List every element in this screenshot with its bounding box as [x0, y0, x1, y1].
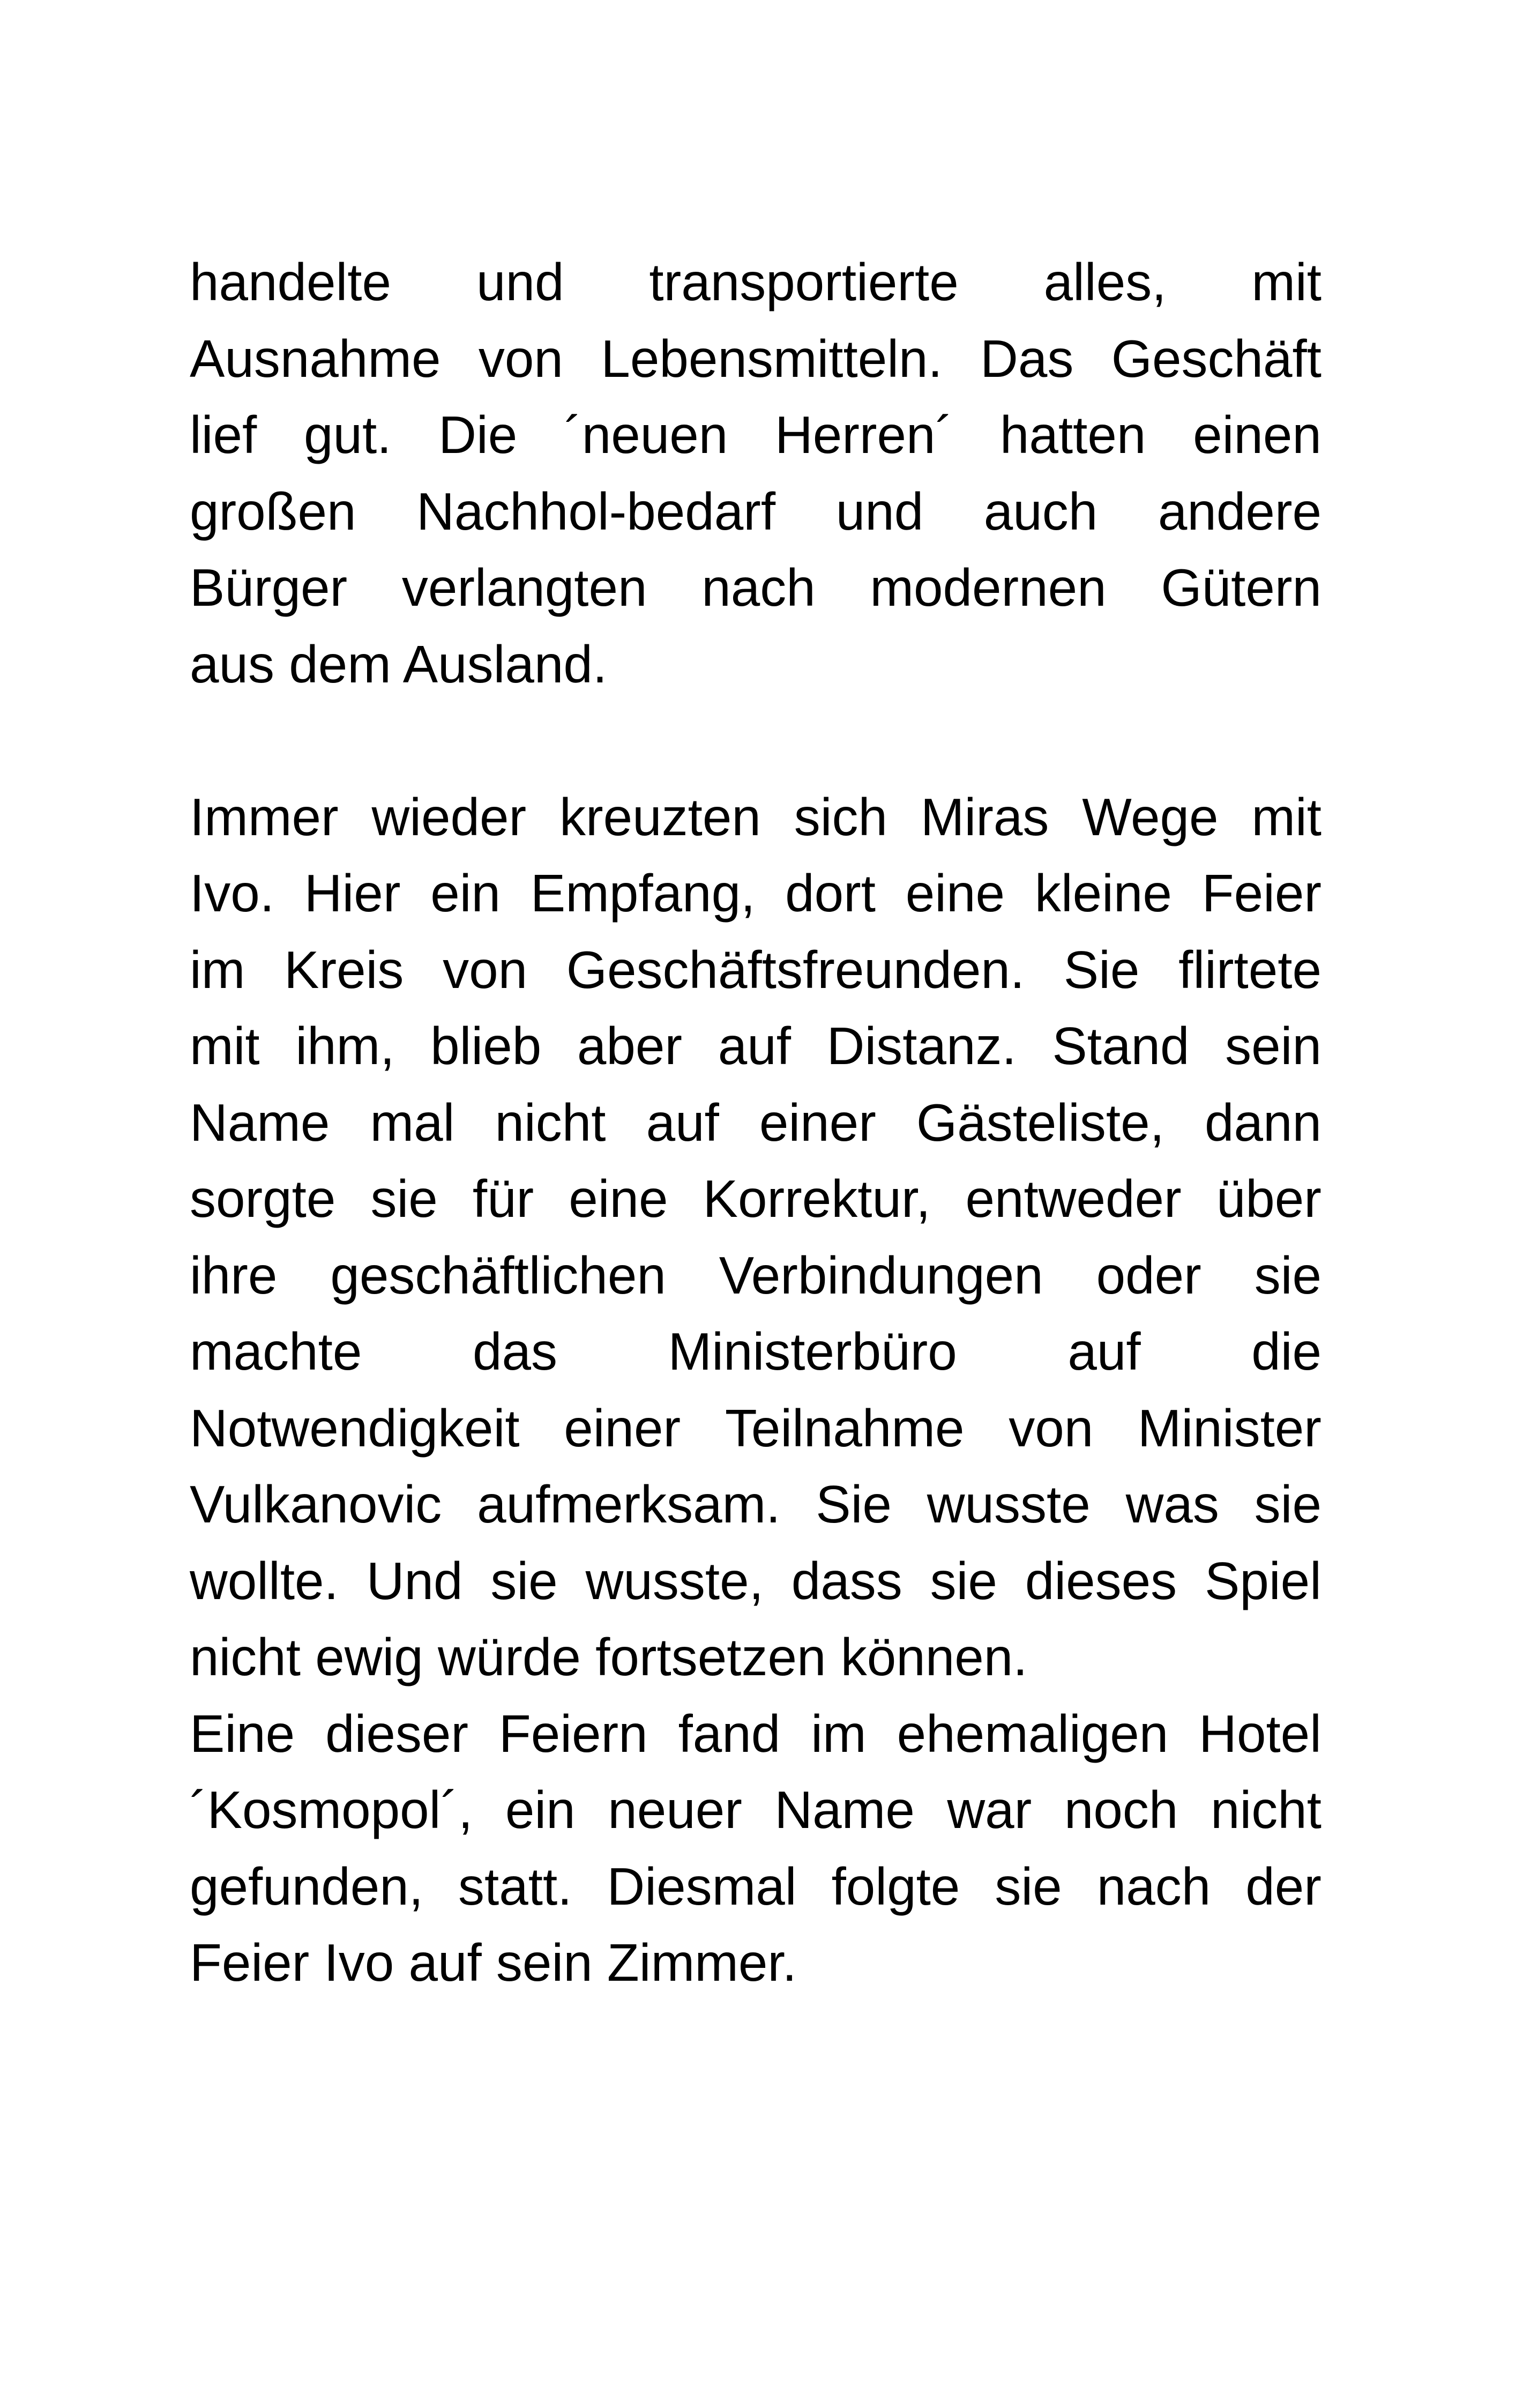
text-line — [190, 855, 1322, 932]
word: über — [1216, 1169, 1322, 1228]
word: folgte — [831, 1856, 960, 1916]
word: ´Kosmopol´, — [190, 1780, 473, 1839]
word: Ausnahme — [190, 329, 441, 388]
word: sich — [794, 787, 888, 846]
word: Notwendigkeit — [190, 1398, 520, 1458]
word: Name — [774, 1780, 915, 1839]
text-line — [190, 1084, 1322, 1161]
word: auf — [718, 1016, 791, 1075]
text-line: Feier Ivo auf sein Zimmer. — [190, 1933, 797, 1992]
word: Name — [190, 1092, 330, 1152]
word: auf — [1067, 1322, 1141, 1381]
word: und — [476, 252, 564, 311]
paragraph-2 — [190, 779, 1322, 2001]
text-line — [190, 1161, 1322, 1237]
word: Korrektur, — [703, 1169, 931, 1228]
word: neuer — [608, 1780, 742, 1839]
word: großen — [190, 481, 356, 541]
word: Lebensmitteln. — [601, 329, 943, 388]
word: Vulkanovic — [190, 1475, 442, 1534]
word: einen — [1193, 405, 1322, 464]
word: lief — [190, 405, 257, 464]
word: dort — [785, 864, 876, 923]
word: dann — [1204, 1092, 1322, 1152]
text-line — [190, 1772, 1322, 1848]
word: Ivo. — [190, 864, 274, 923]
paragraph-gap — [190, 702, 1322, 779]
text-line — [190, 244, 1322, 321]
word: Feiern — [498, 1704, 648, 1763]
word: Wege — [1082, 787, 1219, 846]
text-line — [190, 397, 1322, 473]
word: Bürger — [190, 558, 348, 617]
word: wieder — [371, 787, 527, 846]
word: Gästeliste, — [916, 1092, 1164, 1152]
word: nicht — [1210, 1780, 1322, 1839]
word: Miras — [920, 787, 1049, 846]
paragraph-1 — [190, 244, 1322, 702]
word: sein — [1225, 1016, 1322, 1075]
word: handelte — [190, 252, 392, 311]
text-line — [190, 1237, 1322, 1314]
word: sie — [1254, 1245, 1322, 1305]
word: sie — [490, 1551, 558, 1610]
word: ´neuen — [564, 405, 728, 464]
word: im — [811, 1704, 867, 1763]
word: Geschäftsfreunden. — [566, 940, 1025, 999]
word: machte — [190, 1322, 362, 1381]
word: sorgte — [190, 1169, 336, 1228]
word: Sie — [1063, 940, 1140, 999]
word: flirtete — [1178, 940, 1322, 999]
text-line: nicht ewig würde fortsetzen können. — [190, 1627, 1028, 1686]
word: Eine — [190, 1704, 295, 1763]
text-line — [190, 473, 1322, 550]
book-page-text — [190, 244, 1322, 2001]
text-line — [190, 779, 1322, 856]
word: von — [478, 329, 563, 388]
text-line — [190, 1390, 1322, 1467]
word: Immer — [190, 787, 339, 846]
word: Kreis — [284, 940, 404, 999]
word: auch — [983, 481, 1098, 541]
word: die — [1251, 1322, 1322, 1381]
word: sie — [930, 1551, 997, 1610]
word: Minister — [1137, 1398, 1322, 1458]
word: verlangten — [401, 558, 647, 617]
word: Ministerbüro — [668, 1322, 957, 1381]
word: Hotel — [1199, 1704, 1322, 1763]
word: nach — [1096, 1856, 1211, 1916]
word: Das — [980, 329, 1074, 388]
word: Die — [438, 405, 518, 464]
word: das — [472, 1322, 557, 1381]
word: Spiel — [1205, 1551, 1322, 1610]
word: sie — [1254, 1475, 1322, 1534]
word: oder — [1096, 1245, 1201, 1305]
word: mit — [190, 1016, 260, 1075]
word: war — [947, 1780, 1032, 1839]
word: eine — [569, 1169, 668, 1228]
text-line — [190, 321, 1322, 397]
word: ehemaligen — [897, 1704, 1169, 1763]
text-line — [190, 1543, 1322, 1619]
word: Verbindungen — [719, 1245, 1043, 1305]
word: mal — [370, 1092, 455, 1152]
text-line — [190, 1466, 1322, 1543]
word: Nachhol-bedarf — [416, 481, 776, 541]
word: modernen — [870, 558, 1107, 617]
word: Distanz. — [826, 1016, 1017, 1075]
word: dieser — [325, 1704, 468, 1763]
word: hatten — [999, 405, 1146, 464]
word: von — [443, 940, 528, 999]
word: Geschäft — [1111, 329, 1322, 388]
text-line — [190, 932, 1322, 1008]
word: ein — [430, 864, 501, 923]
word: nicht — [495, 1092, 606, 1152]
word: ihre — [190, 1245, 278, 1305]
word: Gütern — [1161, 558, 1322, 617]
word: Und — [366, 1551, 463, 1610]
text-line — [190, 549, 1322, 626]
word: fand — [678, 1704, 781, 1763]
word: kreuzten — [559, 787, 761, 846]
word: Sie — [816, 1475, 892, 1534]
word: eine — [905, 864, 1005, 923]
text-line — [190, 1008, 1322, 1084]
word: sie — [370, 1169, 438, 1228]
word: dass — [791, 1551, 902, 1610]
word: wollte. — [190, 1551, 339, 1610]
word: Teilnahme — [725, 1398, 965, 1458]
word: blieb — [430, 1016, 542, 1075]
word: Empfang, — [530, 864, 756, 923]
word: im — [190, 940, 245, 999]
word: für — [472, 1169, 534, 1228]
word: geschäftlichen — [330, 1245, 666, 1305]
word: Herren´ — [774, 405, 953, 464]
word: ein — [505, 1780, 576, 1839]
word: einer — [564, 1398, 681, 1458]
text-line — [190, 1848, 1322, 1925]
word: gefunden, — [190, 1856, 423, 1916]
word: aufmerksam. — [477, 1475, 781, 1534]
word: Stand — [1052, 1016, 1190, 1075]
word: was — [1125, 1475, 1219, 1534]
word: nach — [701, 558, 816, 617]
word: Feier — [1201, 864, 1322, 923]
word: auf — [646, 1092, 719, 1152]
word: mit — [1251, 252, 1322, 311]
word: Hier — [304, 864, 401, 923]
word: alles, — [1043, 252, 1167, 311]
word: kleine — [1034, 864, 1172, 923]
word: sie — [995, 1856, 1062, 1916]
text-line — [190, 1696, 1322, 1772]
word: entweder — [965, 1169, 1182, 1228]
word: mit — [1251, 787, 1322, 846]
word: statt. — [458, 1856, 572, 1916]
word: aber — [577, 1016, 683, 1075]
text-line — [190, 1313, 1322, 1390]
word: und — [835, 481, 924, 541]
word: transportierte — [649, 252, 959, 311]
word: andere — [1158, 481, 1322, 541]
word: Diesmal — [607, 1856, 797, 1916]
word: einer — [759, 1092, 876, 1152]
word: wusste, — [585, 1551, 764, 1610]
word: von — [1009, 1398, 1094, 1458]
word: gut. — [304, 405, 392, 464]
word: der — [1245, 1856, 1322, 1916]
word: wusste — [927, 1475, 1091, 1534]
word: noch — [1064, 1780, 1178, 1839]
word: dieses — [1025, 1551, 1177, 1610]
text-line: aus dem Ausland. — [190, 634, 608, 694]
word: ihm, — [295, 1016, 395, 1075]
